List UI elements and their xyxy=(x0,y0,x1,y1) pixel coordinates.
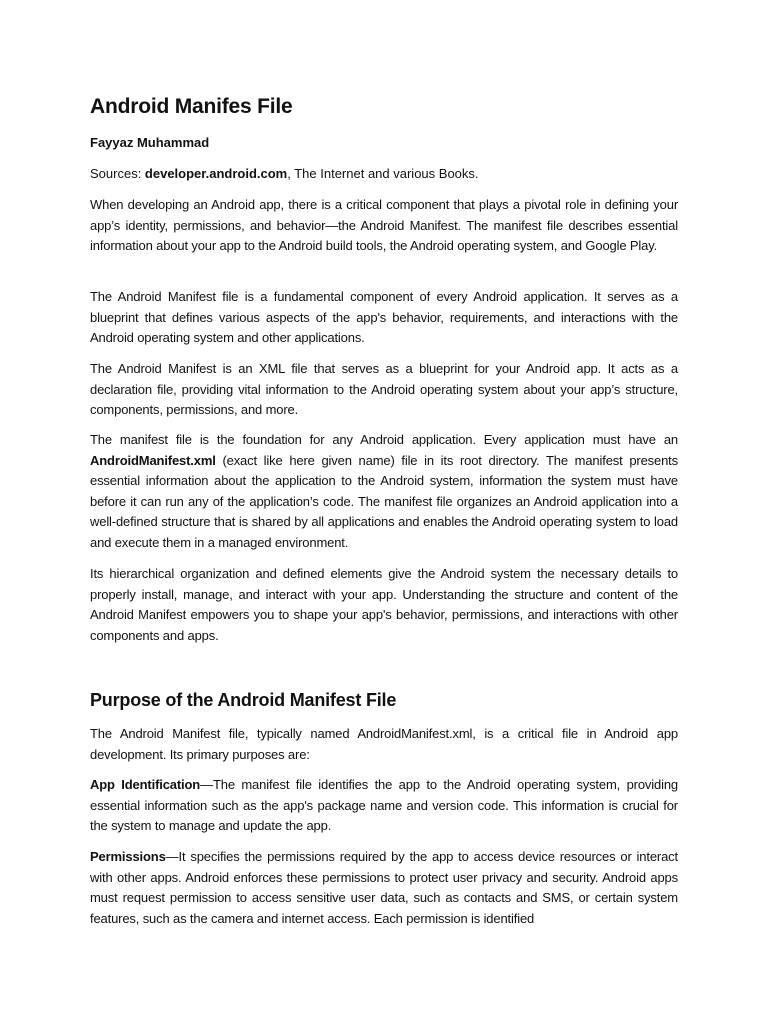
document-title: Android Manifes File xyxy=(90,95,293,118)
purpose-text: —It specifies the permissions required by the app to access device resources or interact with other apps. Android enforces these permissions to protect user privacy and security. Android apps must request permission to access sensitive user data, such as contacts and SMS, or certain system features, such as the camera and internet access. Each permission is identified xyxy=(90,849,678,926)
purpose-text: —The manifest file identifies the app to the Android operating system, providing essential information such as the app's package name and version code. This information is crucial for the system to manage and update the app. xyxy=(90,777,678,834)
sources-label: Sources: xyxy=(90,166,145,181)
purpose-item-permissions xyxy=(90,847,678,929)
manifest-filename: AndroidManifest.xml xyxy=(90,452,216,468)
author-name: Fayyaz Muhammad xyxy=(90,135,210,150)
sources-rest: , The Internet and various Books. xyxy=(287,166,479,181)
paragraph-foundation-before: The manifest file is the foundation for any Android application. Every application must have an xyxy=(90,432,678,447)
purpose-term: Permissions xyxy=(90,849,166,864)
paragraph-intro: When developing an Android app, there is a critical component that plays a pivotal role in defining your app’s identity, permissions, and behavior—the Android Manifest. The manifest file describes essential information about your app to the Android build tools, the Android operating system, and Google Play. xyxy=(90,197,678,254)
paragraph-hierarchy: Its hierarchical organization and defined elements give the Android system the necessary details to properly install, manage, and interact with your app. Understanding the structure and content of the Android Manifest empowers you to shape your app's behavior, permissions, and interactions with other components and apps. xyxy=(90,566,678,643)
paragraph-foundation xyxy=(90,430,678,554)
section-intro: The Android Manifest file, typically named AndroidManifest.xml, is a critical file in Android app development. Its primary purposes are: xyxy=(90,726,678,762)
section-heading: Purpose of the Android Manifest File xyxy=(90,690,397,710)
paragraph-blueprint: The Android Manifest file is a fundamental component of every Android application. It serves as a blueprint that defines various aspects of the app's behavior, requirements, and interactions with the Android operating system and other applications. xyxy=(90,289,678,346)
sources-site: developer.android.com xyxy=(144,166,288,181)
purpose-item-app-identification xyxy=(90,775,678,837)
paragraph-foundation-after: (exact like here given name) file in its root directory. The manifest presents essential information about the application to the Android system, information the system must have before it can run any of the application’s code. The manifest file organizes an Android application into a well-defined structure that is shared by all applications and enables the Android operating system to load and execute them in a managed environment. xyxy=(90,452,678,550)
paragraph-xml: The Android Manifest is an XML file that serves as a blueprint for your Android app. It acts as a declaration file, providing vital information to the Android operating system about your app’s structure, components, permissions, and more. xyxy=(90,361,678,418)
sources-line xyxy=(90,164,479,184)
purpose-term: App Identification xyxy=(90,777,201,792)
